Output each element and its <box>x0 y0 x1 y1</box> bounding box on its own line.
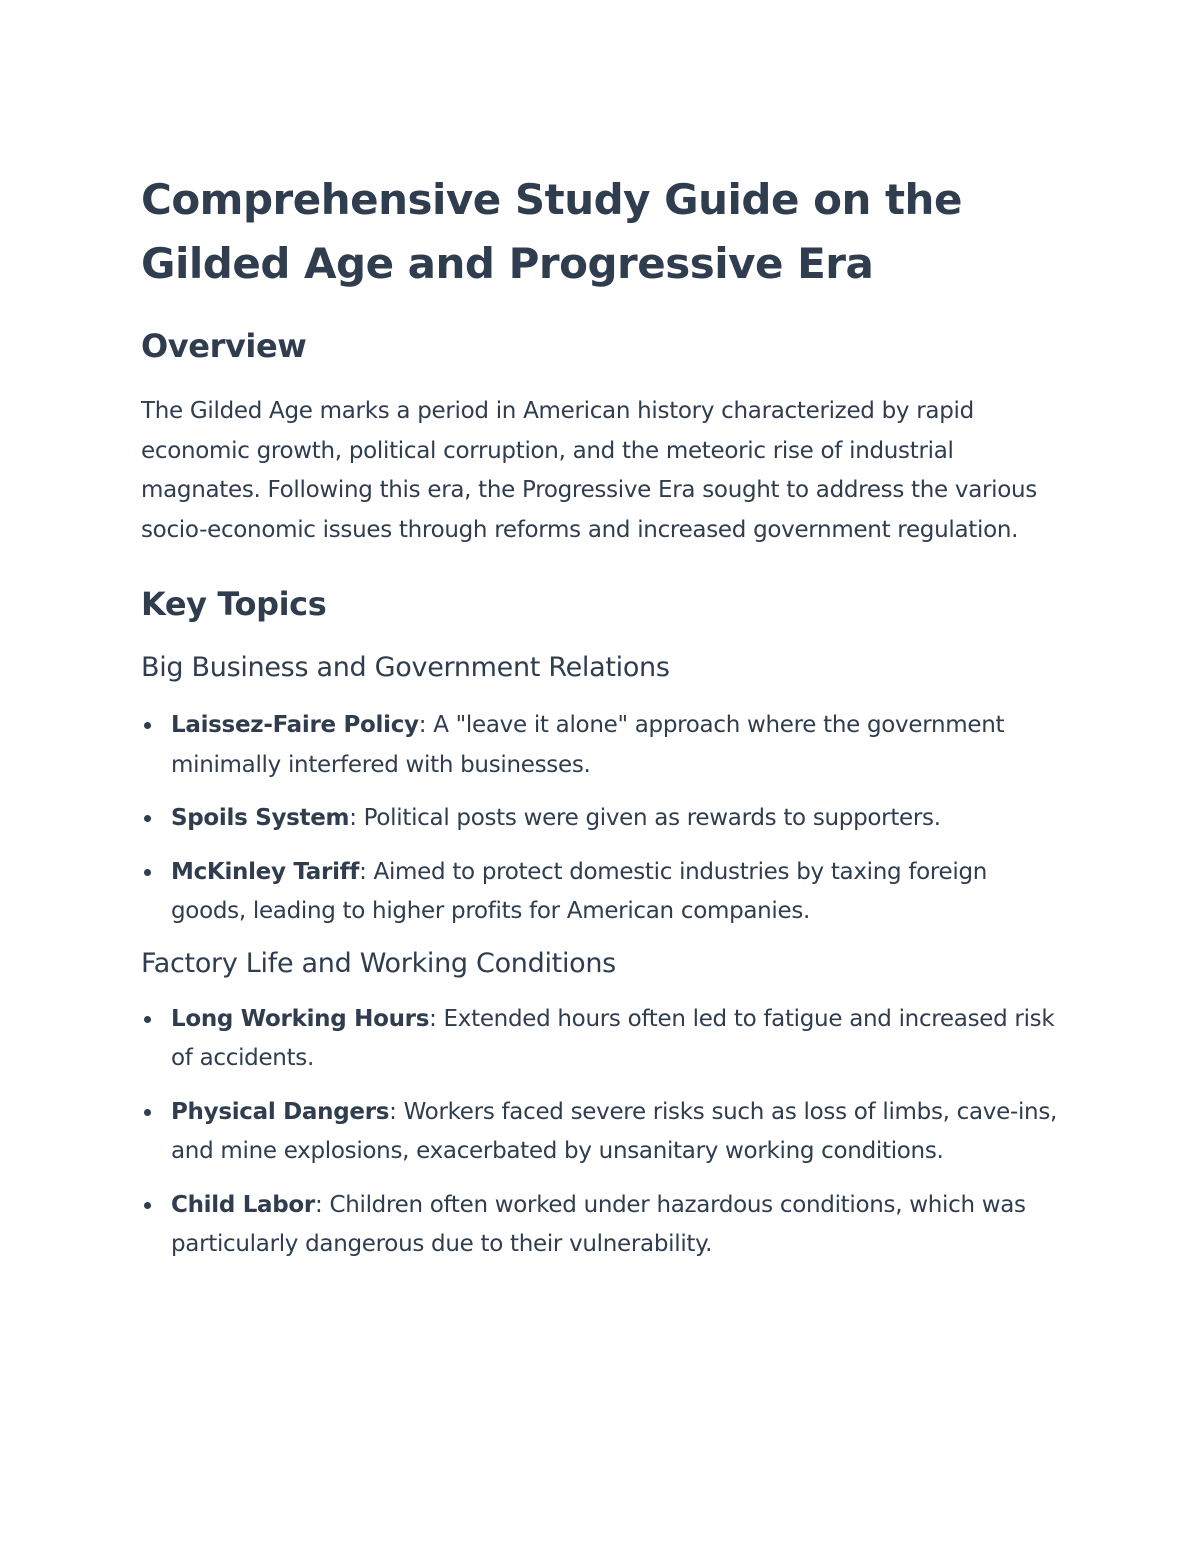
list-item-term: Long Working Hours <box>171 1005 430 1032</box>
section-heading-factory-life: Factory Life and Working Conditions <box>141 947 616 979</box>
overview-heading: Overview <box>141 327 307 365</box>
list-item-desc: : Children often worked under hazardous conditions, which was particularly dangerous due to their vulnerability. <box>171 1191 1026 1257</box>
bullet-icon <box>144 1016 151 1023</box>
document-title: Comprehensive Study Guide on the Gilded Age and Progressive Era <box>141 175 962 288</box>
section-heading-big-business: Big Business and Government Relations <box>141 652 670 683</box>
list-item-term: Laissez-Faire Policy <box>171 712 419 738</box>
bullet-icon <box>144 869 151 876</box>
list-item-term: Physical Dangers <box>171 1098 390 1125</box>
list-item-desc: : Extended hours often led to fatigue and increased risk of accidents. <box>171 1005 1055 1071</box>
key-topics-heading: Key Topics <box>141 585 327 623</box>
list-item-desc: : A "leave it alone" approach where the government minimally interfered with businesses. <box>171 712 1005 778</box>
bullet-icon <box>144 1109 151 1116</box>
bullet-icon <box>144 815 151 822</box>
overview-paragraph: The Gilded Age marks a period in American history characterized by rapid economic growth, political corruption, and the meteoric rise of industrial magnates. Following this era, the Progressive Era sought to address the various socio-economic issues through reforms and increased government regulation. <box>141 398 1037 543</box>
list-item-desc: : Workers faced severe risks such as loss of limbs, cave-ins, and mine explosions, exacerbated by unsanitary working conditions. <box>171 1098 1058 1164</box>
bullet-icon <box>144 722 151 729</box>
list-item-term: Child Labor <box>171 1191 315 1218</box>
list-item <box>141 1186 1060 1265</box>
list-item <box>141 799 1060 839</box>
big-business-list <box>141 706 1060 932</box>
list-item <box>141 706 1060 785</box>
list-item <box>141 1000 1060 1079</box>
factory-life-list <box>141 1000 1060 1265</box>
bullet-icon <box>144 1202 151 1209</box>
list-item <box>141 853 1060 932</box>
list-item-desc: : Aimed to protect domestic industries by taxing foreign goods, leading to higher profits for American companies. <box>171 858 988 924</box>
list-item-desc: : Political posts were given as rewards to supporters. <box>349 805 941 831</box>
list-item <box>141 1093 1060 1172</box>
list-item-term: Spoils System <box>171 805 350 831</box>
list-item-term: McKinley Tariff <box>171 858 360 885</box>
